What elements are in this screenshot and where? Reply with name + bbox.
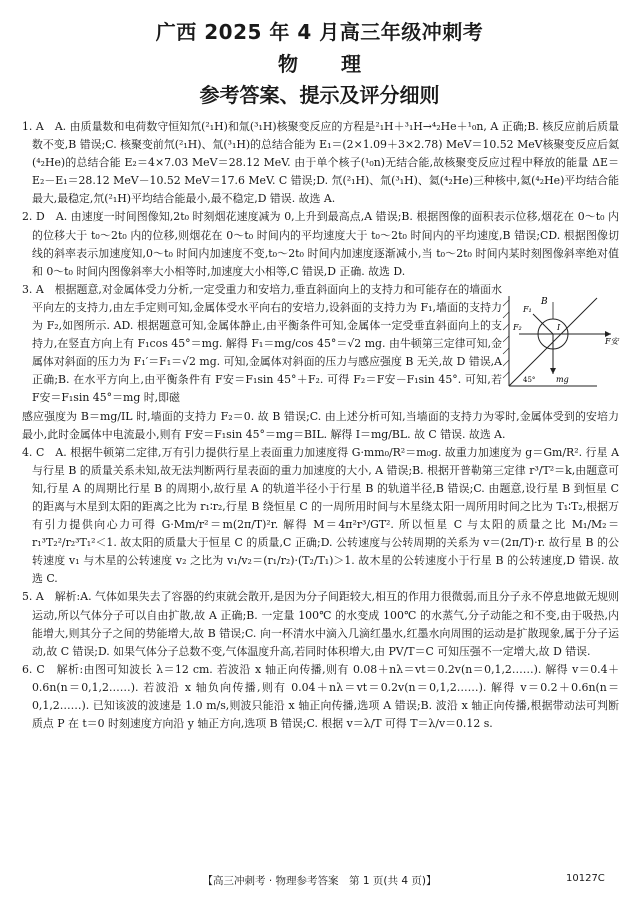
- answer-6: 6. C 解析:由图可知波长 λ＝12 cm. 若波沿 x 轴正向传播,则有 0.08＋nλ＝vt＝0.2v(n＝0,1,2……). 解得 v＝0.4＋0.6n(n＝0,1,2……). 若波沿 x 轴负向传播,则有 0.04＋nλ＝vt＝0.2v(n＝0,1,2……). 解得 v＝0.2＋0.6n(n＝0,1,2……). 已知该波的波速是 1.0 m/s,则波只能沿 x 轴正向传播,选项 A 错误;B. 波沿 x 轴正向传播,根据带动法可判断质点 P 在 t＝0 时刻速度方向沿 y 轴正方向,选项 B 错误;C. 根据 v＝λ/T 可得 T＝λ/v＝0.12 s.: [22, 662, 619, 731]
- label-B: B: [541, 297, 548, 307]
- answer-body: [22, 118, 619, 733]
- force-diagram: [501, 292, 623, 390]
- subject-char-1: 物: [278, 52, 299, 76]
- label-I: I: [557, 323, 561, 332]
- label-mg: mg: [556, 375, 569, 384]
- label-angle: 45°: [523, 376, 536, 384]
- arrow-F1: [533, 314, 553, 334]
- label-Fan: F安: [605, 337, 619, 346]
- answer-2: 2. D A. 由速度一时间图像知,2t₀ 时刻烟花速度减为 0,上升到最高点,A 错误;B. 根据图像的面积表示位移,烟花在 0～t₀ 内的位移大于 t₀～2t₀ 内的位移,则烟花在 0～t₀ 时间内的平均速度大于 t₀～2t₀ 时间内的平均速度,B 错误;CD. 根据图像切线的斜率表示加速度知,0～t₀ 时间内加速度不变,t₀～2t₀ 时间内加速度逐渐减小,当 t₀～2t₀ 时间内某时刻图像斜率绝对值和 0～t₀ 时间内图像斜率大小相等时,加速度大小相等,C 错误,D 正确. 故选 D.: [22, 210, 619, 278]
- wall-hatch: [503, 300, 509, 378]
- arrow-head-mg: [550, 368, 556, 374]
- answer-3-part-b: 感应强度为 B＝mg/IL 时,墙面的支持力 F₂＝0. 故 B 错误;C. 由上述分析可知,当墙面的支持力为零时,金属体受到的安培力最小,此时金属体中电流最小,则有 F安＝F₁sin 45°＝mg＝BIL. 解得 I＝mg/BL. 故 C 错误. 故选 A.: [22, 409, 619, 441]
- label-F1: F₁: [523, 305, 532, 314]
- label-F2: F₂: [513, 323, 522, 332]
- answer-1: 1. A A. 由质量数和电荷数守恒知氘(²₁H)和氚(³₁H)核聚变反应的方程是²₁H＋³₁H→⁴₂He＋¹₀n, A 正确;B. 核反应前后质量数不变,B 错误;C. 核聚变前氘(²₁H)、氚(³₁H)的总结合能为 E₁＝(2×1.09＋3×2.78) MeV＝10.52 MeV核聚变反应后氦(⁴₂He)的总结合能 E₂＝4×7.03 MeV＝28.12 MeV. 由于单个核子(¹₀n)无结合能,故核聚变反应过程中释放的能量 ΔE＝E₂－E₁＝28.12 MeV－10.52 MeV＝17.6 MeV. C 错误;D. 氘(²₁H)、氚(³₁H)、氦(⁴₂He)三种核中,氦(⁴₂He)平均结合能最大,最稳定,氘(²₁H)平均结合能最小,最不稳定,D 错误. 故选 A.: [22, 120, 619, 206]
- answer-5: 5. A 解析:A. 气体如果失去了容器的约束就会散开,是因为分子间距较大,相互的作用力很微弱,而且分子永不停息地做无规则运动,所以气体分子可以自由扩散,故 A 正确;B. 一定量 100℃ 的水变成 100℃ 的水蒸气,分子动能之和不变,由于吸热,内能增大,则其分子之间的势能增大,故 B 错误;C. 向一杯清水中滴入几滴红墨水,红墨水向周围的运动是扩散现象,属于分子运动,故 C 错误;D. 如果气体分子总数不变,气体温度升高,若同时体积增大,由 PV/T＝C 可知压强不一定增大,故 D 错误.: [22, 590, 619, 658]
- page-title: 广西 2025 年 4 月高三年级冲刺考: [155, 20, 484, 44]
- page-subtitle: 参考答案、提示及评分细则: [199, 83, 440, 107]
- page-footer: 【高三冲刺考 · 物理参考答案 第 1 页(共 4 页)】: [202, 875, 437, 887]
- subject-char-2: 理: [340, 52, 361, 76]
- answer-4: 4. C A. 根据牛顿第二定律,万有引力提供行星上表面重力加速度得 G·mm₀/R²＝m₀g. 故重力加速度为 g＝Gm/R². 行星 A 与行星 B 的质量关系未知,故无法判断两行星表面的重力加速度的大小, A 错误;B. 根据开普勒第三定律 r³/T²＝k,由题意可知,行星 A 的周期比行星 B 的周期小,故行星 A 的轨道半径小于行星 B 的轨道半径,B 错误;C. 由题意,设行星 B 到恒星 C 的距离与木星到太阳的距离之比为 r₁∶r₂,行星 B 绕恒星 C 的一周所用时间与木星绕太阳一周所用时间之比为 T₁∶T₂,根据万有引力提供向心力可得 G·Mm/r²＝m(2π/T)²r. 解得 M＝4π²r³/GT². 所以恒星 C 与太阳的质量之比 M₁/M₂＝r₁³T₂²/r₂³T₁²＜1. 故太阳的质量大于恒星 C 的质量,C 正确;D. 公转速度与公转周期的关系为 v＝(2π/T)·r. 故行星 B 的公转速度 v₁ 与木星的公转速度 v₂ 之比为 v₁/v₂＝(r₁/r₂)·(T₂/T₁)＞1. 故木星的公转速度小于行星 B 的公转速度,D 错误. 故选 C.: [22, 445, 619, 586]
- doc-code: 10127C: [566, 873, 605, 884]
- subject-title: [0, 48, 639, 77]
- answer-3-part-a: 3. A 根据题意,对金属体受力分析,一定受重力和安培力,垂直斜面向上的支持力和可能存在的墙面水平向左的支持力,由左手定则可知,金属体受水平向右的安培力,设斜面的支持力为 F₁,墙面的支持力为 F₂,如图所示. AD. 根据题意可知,金属体静止,由平衡条件可知,金属体一定受垂直斜面向上的支持力,在竖直方向上有 F₁cos 45°＝mg. 解得 F₁＝mg/cos 45°＝√2 mg. 由牛顿第三定律可知,金属体对斜面的压力为 F₁′＝F₁＝√2 mg. 可知,金属体对斜面的压力与感应强度 B 无关,故 D 错误,A 正确;B. 在水平方向上,由平衡条件有 F安＝F₁sin 45°＋F₂. 可得 F₂＝F安－F₁sin 45°. 可知,若 F安＝F₁sin 45°＝mg 时,即磁: [22, 282, 502, 405]
